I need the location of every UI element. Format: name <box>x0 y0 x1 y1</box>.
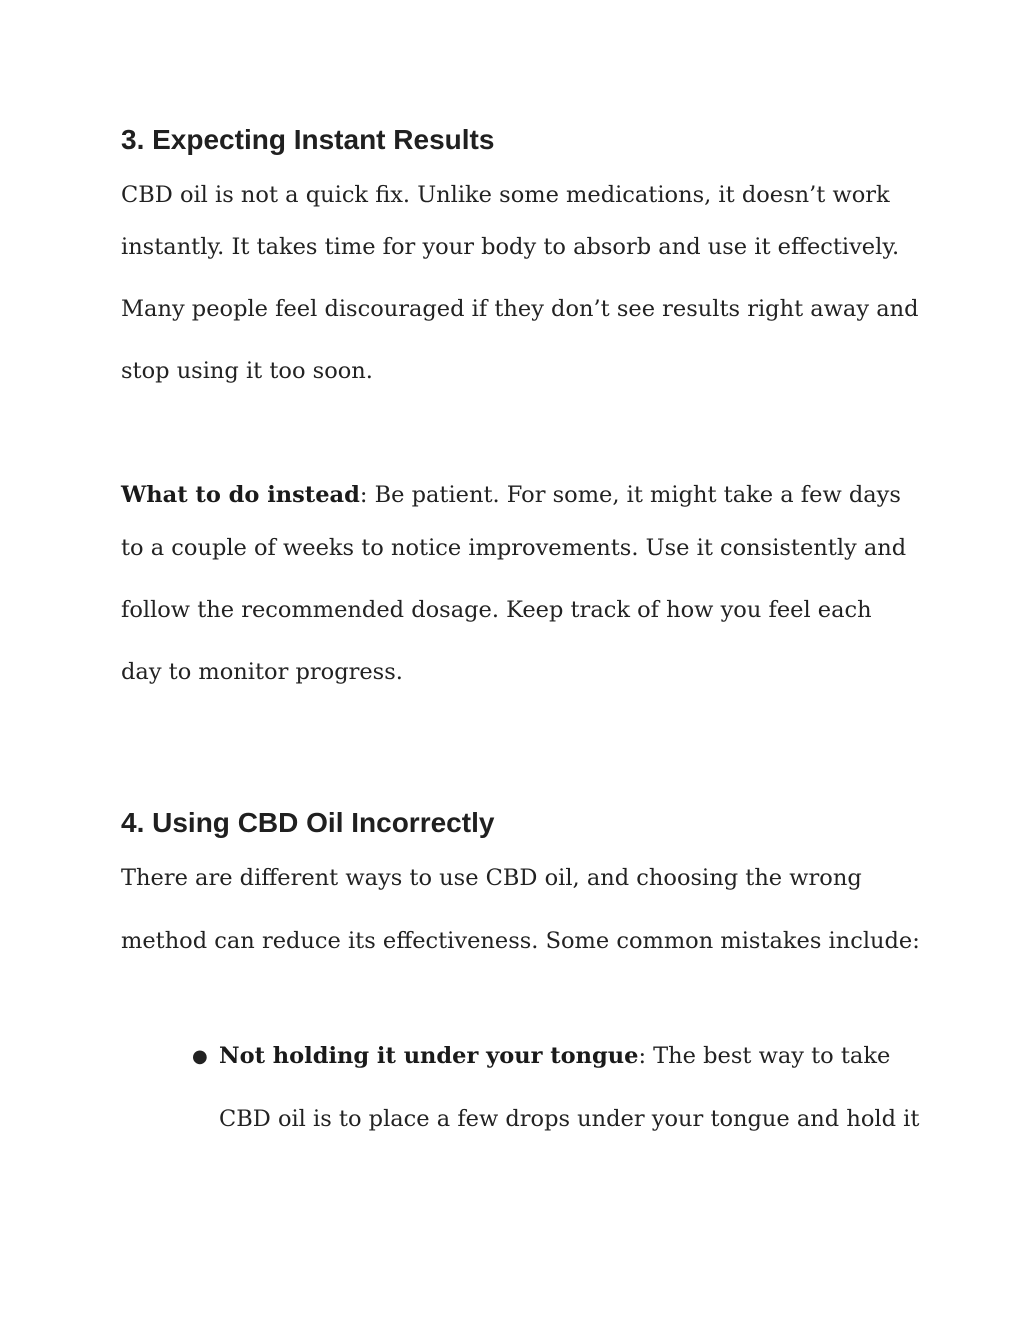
what-to-do-instead-text: : Be patient. For some, it might take a few days <box>359 482 901 508</box>
what-to-do-instead-label: What to do instead <box>121 482 360 508</box>
paragraph-line: There are different ways to use CBD oil, and choosing the wrong <box>121 865 862 891</box>
paragraph-line: to a couple of weeks to notice improvements. Use it consistently and <box>121 535 907 561</box>
paragraph-line: Many people feel discouraged if they don’t see results right away and <box>121 296 919 322</box>
paragraph-line: follow the recommended dosage. Keep track of how you feel each <box>121 597 872 623</box>
paragraph-line <box>219 1043 890 1069</box>
section-4-heading: 4. Using CBD Oil Incorrectly <box>121 807 495 838</box>
list-item-label: Not holding it under your tongue <box>219 1043 639 1069</box>
paragraph-line: CBD oil is to place a few drops under your tongue and hold it <box>219 1106 920 1132</box>
paragraph-line: day to monitor progress. <box>121 659 403 685</box>
paragraph-line: method can reduce its effectiveness. Some common mistakes include: <box>121 928 920 954</box>
paragraph-line: instantly. It takes time for your body to absorb and use it effectively. <box>121 234 900 260</box>
bullet-icon: ● <box>192 1046 208 1067</box>
section-3-heading: 3. Expecting Instant Results <box>121 124 495 155</box>
paragraph-line: stop using it too soon. <box>121 358 373 384</box>
paragraph-line: CBD oil is not a quick fix. Unlike some medications, it doesn’t work <box>121 182 890 208</box>
paragraph-line <box>121 482 901 508</box>
list-item-detail: : The best way to take <box>638 1043 891 1069</box>
